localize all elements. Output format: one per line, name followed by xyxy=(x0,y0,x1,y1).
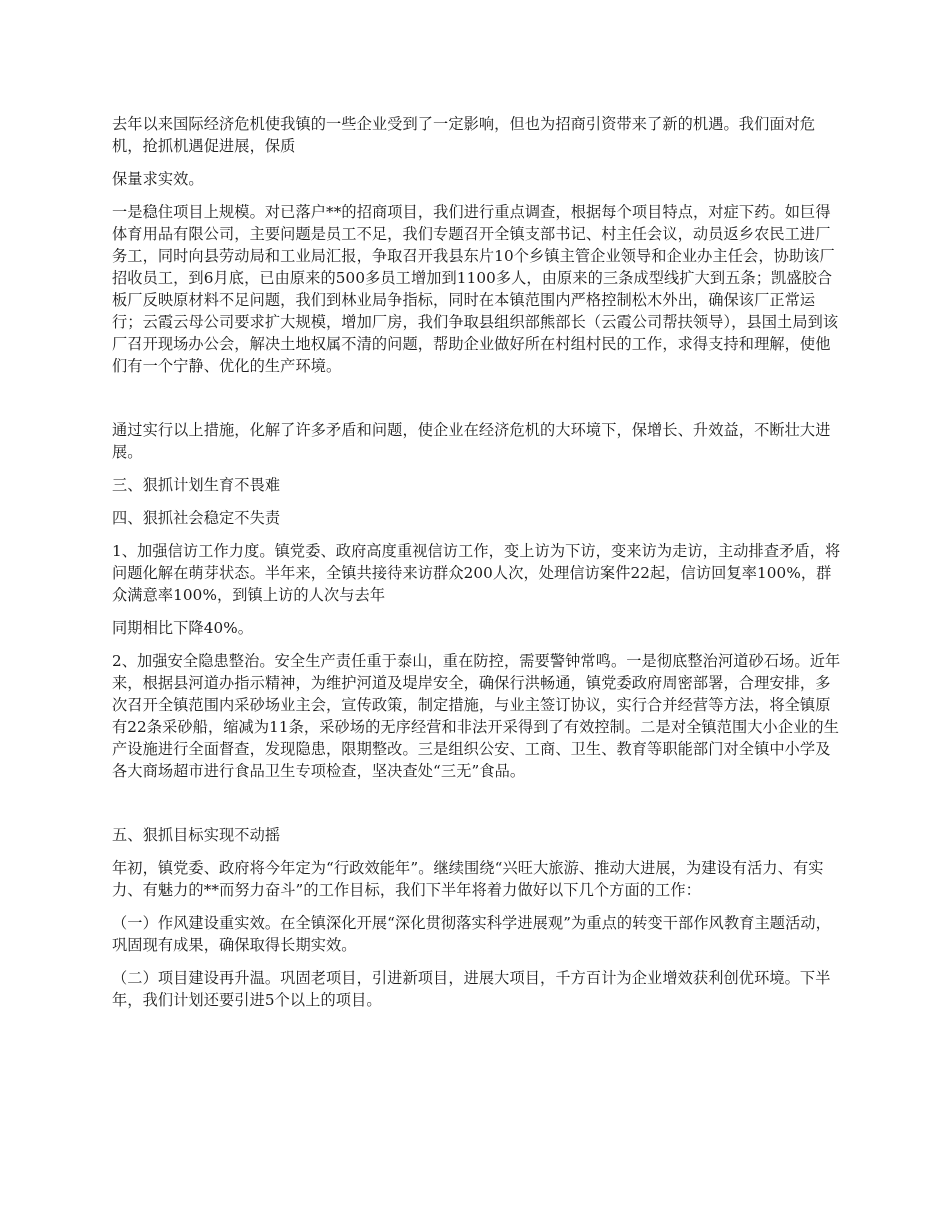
document-body xyxy=(112,113,842,1022)
heading-goal-realization: 五、狠抓目标实现不动摇 xyxy=(112,826,281,844)
paragraph-crisis-intro-continued: 保量求实效。 xyxy=(112,170,204,188)
paragraph-petition-work-continued: 同期相比下降40%。 xyxy=(112,619,254,637)
heading-family-planning: 三、狠抓计划生育不畏难 xyxy=(112,476,281,494)
paragraph-crisis-intro: 去年以来国际经济危机使我镇的一些企业受到了一定影响，但也为招商引资带来了新的机遇。我们面对危机，抢抓机遇促进展，保质 xyxy=(112,115,816,155)
paragraph-project-construction: （二）项目建设再升温。巩固老项目，引进新项目，进展大项目，千方百计为企业增效获利创优环境。下半年，我们计划还要引进5个以上的项目。 xyxy=(112,969,831,1009)
paragraph-work-style: （一）作风建设重实效。在全镇深化开展“深化贯彻落实科学进展观”为重点的转变干部作风教育主题活动，巩固现有成果，确保取得长期实效。 xyxy=(112,914,831,954)
heading-social-stability: 四、狠抓社会稳定不失责 xyxy=(112,509,281,527)
paragraph-measures-result: 通过实行以上措施，化解了许多矛盾和问题，使企业在经济危机的大环境下，保增长、升效益，不断壮大进展。 xyxy=(112,421,831,461)
paragraph-annual-goal: 年初，镇党委、政府将今年定为“行政效能年”。继续围绕“兴旺大旅游、推动大进展，为建设有活力、有实力、有魅力的**而努力奋斗”的工作目标，我们下半年将着力做好以下几个方面的工作： xyxy=(112,859,824,899)
paragraph-safety-hazards: 2、加强安全隐患整治。安全生产责任重于泰山，重在防控，需要警钟常鸣。一是彻底整治河道砂石场。近年来，根据县河道办指示精神，为维护河道及堤岸安全，确保行洪畅通，镇党委政府周密部署，合理安排，多次召开全镇范围内采砂场业主会，宣传政策，制定措施，与业主签订协议，实行合并经营等方法，将全镇原有22条采砂船，缩减为11条，采砂场的无序经营和非法开采得到了有效控制。二是对全镇范围大小企业的生产设施进行全面督查，发现隐患，限期整改。三是组织公安、工商、卫生、教育等职能部门对全镇中小学及各大商场超市进行食品卫生专项检查，坚决查处“三无”食品。 xyxy=(112,652,841,780)
paragraph-stabilize-projects: 一是稳住项目上规模。对已落户**的招商项目，我们进行重点调查，根据每个项目特点，对症下药。如巨得体育用品有限公司，主要问题是员工不足，我们专题召开全镇支部书记、村主任会议，动员返乡农民工进厂务工，同时向县劳动局和工业局汇报，争取召开我县东片10个乡镇主管企业领导和企业办主任会，协助该厂招收员工，到6月底，已由原来的500多员工增加到1100多人，由原来的三条成型线扩大到五条；凯盛胶合板厂反映原材料不足问题，我们到林业局争指标，同时在本镇范围内严格控制松木外出，确保该厂正常运行；云霞云母公司要求扩大规模，增加厂房，我们争取县组织部熊部长（云霞公司帮扶领导），县国土局到该厂召开现场办公会，解决土地权属不清的问题，帮助企业做好所在村组村民的工作，求得支持和理解，使他们有一个宁静、优化的生产环境。 xyxy=(112,203,839,375)
paragraph-petition-work: 1、加强信访工作力度。镇党委、政府高度重视信访工作，变上访为下访，变来访为走访，主动排查矛盾，将问题化解在萌芽状态。半年来，全镇共接待来访群众200人次，处理信访案件22起，信访回复率100%，群众满意率100%，到镇上访的人次与去年 xyxy=(112,542,841,604)
